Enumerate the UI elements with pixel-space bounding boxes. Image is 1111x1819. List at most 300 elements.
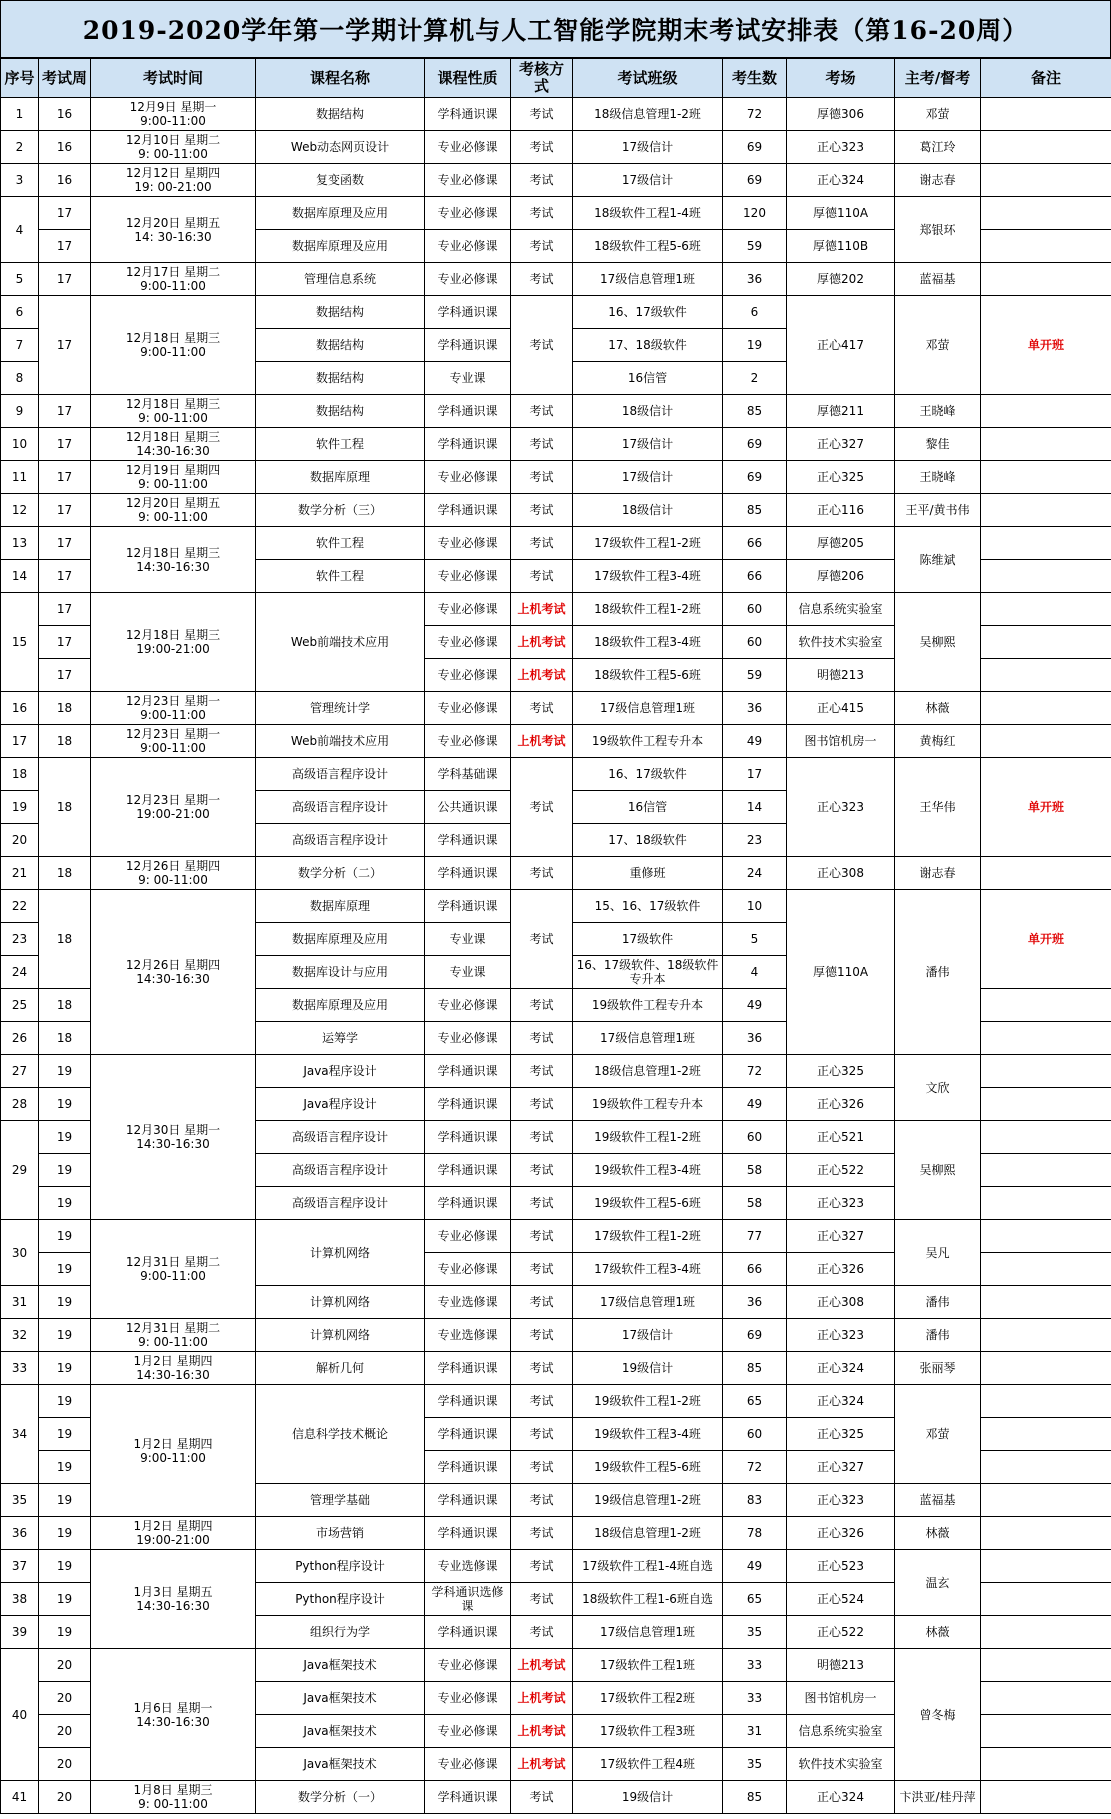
header-course-type: 课程性质 — [425, 59, 511, 98]
cell-text: 12月31日 星期二 — [125, 1255, 221, 1269]
table-cell — [573, 791, 723, 824]
cell-text: 18级信息管理1-2班 — [594, 1526, 701, 1540]
table-cell — [1, 1121, 39, 1220]
table-cell — [1, 1022, 39, 1055]
cell-text: 考试 — [529, 1163, 554, 1177]
cell-text: 学科通识课 — [437, 1625, 498, 1639]
table-cell — [91, 296, 256, 395]
table-cell — [425, 989, 511, 1022]
table-cell — [787, 758, 895, 857]
table-cell — [425, 1583, 511, 1616]
cell-text: 9: 00-11:00 — [138, 1797, 208, 1811]
cell-text: 14:30-16:30 — [136, 1368, 210, 1382]
table-cell — [787, 560, 895, 593]
table-cell — [981, 1154, 1111, 1187]
table-cell — [573, 1418, 723, 1451]
table-cell — [723, 1088, 787, 1121]
cell-text: 考试 — [529, 1559, 554, 1573]
table-cell — [256, 593, 425, 692]
table-cell — [573, 692, 723, 725]
cell-text: 34 — [11, 1427, 28, 1441]
table-cell — [573, 560, 723, 593]
table-cell — [723, 659, 787, 692]
table-cell — [91, 1055, 256, 1220]
table-cell — [573, 1319, 723, 1352]
table-cell — [425, 857, 511, 890]
cell-text: 60 — [746, 1130, 763, 1144]
cell-text: 专业必修课 — [437, 536, 498, 550]
table-cell — [511, 659, 573, 692]
table-cell — [981, 197, 1111, 230]
cell-text: 信息系统实验室 — [798, 602, 883, 616]
cell-text: 17 — [56, 239, 73, 253]
cell-text: 上机考试 — [517, 1658, 566, 1672]
cell-text: 正心308 — [817, 866, 864, 880]
cell-text: 数据库原理及应用 — [291, 206, 388, 220]
table-cell — [573, 1682, 723, 1715]
table-cell — [895, 494, 981, 527]
table-cell — [1, 923, 39, 956]
cell-text: 软件工程 — [315, 437, 364, 451]
cell-text: 17、18级软件 — [608, 338, 687, 352]
cell-text: 59 — [746, 239, 763, 253]
table-cell — [511, 560, 573, 593]
cell-text: 高级语言程序设计 — [291, 800, 388, 814]
cell-text: 17级软件工程2班 — [600, 1691, 695, 1705]
table-cell — [787, 1517, 895, 1550]
table-cell — [91, 131, 256, 164]
table-cell — [895, 857, 981, 890]
cell-text: 考试 — [529, 1295, 554, 1309]
table-cell — [39, 1748, 91, 1781]
cell-text: 正心521 — [817, 1130, 864, 1144]
table-cell — [723, 1550, 787, 1583]
cell-text: 数据库设计与应用 — [291, 965, 388, 979]
cell-text: 潘伟 — [925, 965, 950, 979]
cell-text: 专业选修课 — [437, 1328, 498, 1342]
header-exam-time: 考试时间 — [91, 59, 256, 98]
table-cell — [895, 1121, 981, 1220]
table-cell — [723, 1484, 787, 1517]
table-cell — [1, 857, 39, 890]
cell-text: 9:00-11:00 — [140, 1269, 206, 1283]
cell-text: 考试 — [529, 1097, 554, 1111]
cell-text: 正心415 — [817, 701, 864, 715]
table-cell — [723, 296, 787, 329]
table-cell — [573, 593, 723, 626]
cell-text: 考试 — [529, 1592, 554, 1606]
table-cell — [39, 1121, 91, 1154]
table-cell — [39, 560, 91, 593]
table-cell — [1, 1055, 39, 1088]
cell-text: 学科通识课 — [437, 305, 498, 319]
table-cell — [981, 1088, 1111, 1121]
cell-text: 1月6日 星期一 — [133, 1700, 213, 1715]
cell-text: 19级信计 — [621, 1790, 674, 1804]
cell-text: 9:00-11:00 — [140, 114, 206, 128]
table-cell — [787, 1484, 895, 1517]
cell-text: 林薇 — [925, 701, 950, 715]
table-cell — [787, 428, 895, 461]
cell-text: 学科通识课 — [437, 404, 498, 418]
cell-text: 专业必修课 — [437, 998, 498, 1012]
cell-text: 85 — [746, 404, 763, 418]
cell-text: 12月23日 星期一 — [125, 727, 221, 741]
cell-text: 考试 — [529, 1427, 554, 1441]
table-cell — [1, 263, 39, 296]
cell-text: 18 — [11, 767, 28, 781]
cell-text: 考试 — [529, 470, 554, 484]
table-row — [1, 725, 1111, 758]
table-cell — [787, 1682, 895, 1715]
table-cell — [573, 725, 723, 758]
table-cell — [91, 527, 256, 593]
table-cell — [787, 131, 895, 164]
table-cell — [511, 1286, 573, 1319]
table-cell — [723, 263, 787, 296]
table-cell — [573, 1187, 723, 1220]
table-cell — [91, 1220, 256, 1319]
table-cell — [1, 395, 39, 428]
table-cell — [723, 1022, 787, 1055]
table-cell — [39, 1715, 91, 1748]
table-cell — [981, 1517, 1111, 1550]
cell-text: 19: 00-21:00 — [134, 180, 212, 194]
cell-text: 专业必修课 — [437, 1724, 498, 1738]
cell-text: 22 — [11, 899, 28, 913]
table-cell — [981, 1715, 1111, 1748]
cell-text: 18级信息管理1-2班 — [594, 107, 701, 121]
table-cell — [723, 1781, 787, 1814]
header-assessment-method: 考核方式 — [511, 59, 573, 98]
cell-text: 专业课 — [449, 932, 486, 946]
table-cell — [787, 1715, 895, 1748]
cell-text: 17级信息管理1班 — [600, 1625, 695, 1639]
cell-text: 考试 — [529, 536, 554, 550]
table-cell — [981, 230, 1111, 263]
cell-text: 单开班 — [1027, 932, 1064, 946]
table-cell — [256, 1682, 425, 1715]
table-cell — [511, 1352, 573, 1385]
cell-text: 19:00-21:00 — [136, 807, 210, 821]
table-cell — [256, 1715, 425, 1748]
cell-text: 35 — [11, 1493, 28, 1507]
cell-text: Web前端技术应用 — [290, 635, 390, 649]
table-cell — [723, 1187, 787, 1220]
table-cell — [39, 659, 91, 692]
table-cell — [39, 989, 91, 1022]
table-cell — [511, 1649, 573, 1682]
table-cell — [981, 296, 1111, 395]
table-cell — [787, 395, 895, 428]
cell-text: 28 — [11, 1097, 28, 1111]
cell-text: 黄梅红 — [919, 734, 956, 748]
cell-text: 专业必修课 — [437, 1262, 498, 1276]
cell-text: 19 — [56, 1130, 73, 1144]
table-cell — [723, 1616, 787, 1649]
cell-text: 管理学基础 — [309, 1493, 370, 1507]
table-cell — [256, 98, 425, 131]
cell-text: 正心327 — [817, 1229, 864, 1243]
table-cell — [787, 1187, 895, 1220]
table-cell — [511, 1385, 573, 1418]
table-cell — [1, 494, 39, 527]
table-cell — [895, 263, 981, 296]
cell-text: 专业必修课 — [437, 1031, 498, 1045]
cell-text: 专业必修课 — [437, 1691, 498, 1705]
header-exam-week: 考试周 — [39, 59, 91, 98]
table-cell — [981, 494, 1111, 527]
table-cell — [1, 758, 39, 791]
cell-text: 14:30-16:30 — [136, 1714, 210, 1729]
cell-text: 25 — [11, 998, 28, 1012]
cell-text: 数据库原理 — [309, 899, 370, 913]
cell-text: Java框架技术 — [303, 1724, 377, 1738]
cell-text: 谢志春 — [919, 173, 956, 187]
cell-text: 9:00-11:00 — [140, 279, 206, 293]
header-index: 序号 — [1, 59, 39, 98]
table-cell — [425, 1220, 511, 1253]
cell-text: 数据结构 — [315, 371, 364, 385]
cell-text: 21 — [11, 866, 28, 880]
table-cell — [39, 857, 91, 890]
cell-text: 16 — [56, 107, 73, 121]
cell-text: 软件工程 — [315, 536, 364, 550]
table-cell — [573, 1286, 723, 1319]
header-exam-class: 考试班级 — [573, 59, 723, 98]
cell-text: 17 — [56, 536, 73, 550]
cell-text: 17级信计 — [621, 173, 674, 187]
table-cell — [787, 890, 895, 1055]
table-cell — [573, 1781, 723, 1814]
table-cell — [39, 296, 91, 395]
cell-text: 9: 00-11:00 — [138, 147, 208, 161]
table-cell — [39, 527, 91, 560]
table-cell — [511, 1484, 573, 1517]
table-cell — [895, 1352, 981, 1385]
cell-text: 高级语言程序设计 — [291, 767, 388, 781]
table-cell — [573, 1154, 723, 1187]
table-cell — [981, 1220, 1111, 1253]
cell-text: 12月26日 星期四 — [125, 859, 221, 873]
table-cell — [981, 428, 1111, 461]
cell-text: 学科通识课 — [437, 1163, 498, 1177]
table-cell — [91, 758, 256, 857]
cell-text: 高级语言程序设计 — [291, 1196, 388, 1210]
table-cell — [787, 659, 895, 692]
cell-text: 19 — [11, 800, 28, 814]
cell-text: 6 — [750, 305, 759, 319]
table-cell — [511, 758, 573, 857]
cell-text: 郑银环 — [919, 222, 956, 237]
cell-text: 17 — [56, 338, 73, 352]
table-cell — [39, 1253, 91, 1286]
table-cell — [573, 923, 723, 956]
table-cell — [1, 1385, 39, 1484]
table-cell — [1, 527, 39, 560]
cell-text: 蓝福基 — [919, 272, 956, 286]
cell-text: 19 — [56, 1592, 73, 1606]
cell-text: 学科通识课 — [437, 1361, 498, 1375]
cell-text: 12月12日 星期四 — [125, 166, 221, 180]
table-cell — [91, 857, 256, 890]
table-cell — [1, 1319, 39, 1352]
table-cell — [723, 164, 787, 197]
cell-text: 69 — [746, 173, 763, 187]
cell-text: 专业必修课 — [437, 1757, 498, 1771]
table-cell — [256, 1088, 425, 1121]
table-cell — [425, 197, 511, 230]
table-row — [1, 1319, 1111, 1352]
table-cell — [425, 1352, 511, 1385]
cell-text: 张丽琴 — [919, 1361, 956, 1375]
table-cell — [723, 593, 787, 626]
cell-text: 12月18日 星期三 — [125, 331, 221, 345]
table-cell — [787, 263, 895, 296]
table-cell — [511, 230, 573, 263]
cell-text: 83 — [746, 1493, 763, 1507]
header-remarks: 备注 — [981, 59, 1111, 98]
table-cell — [256, 197, 425, 230]
cell-text: 2 — [750, 371, 759, 385]
cell-text: 17 — [56, 206, 73, 220]
cell-text: 考试 — [529, 701, 554, 715]
table-cell — [425, 890, 511, 923]
table-cell — [91, 1517, 256, 1550]
cell-text: 上机考试 — [517, 635, 566, 649]
table-cell — [573, 1055, 723, 1088]
table-cell — [895, 1319, 981, 1352]
cell-text: 1 — [15, 107, 24, 121]
cell-text: 12月20日 星期五 — [125, 496, 221, 510]
table-cell — [723, 1583, 787, 1616]
table-cell — [511, 1715, 573, 1748]
table-cell — [981, 164, 1111, 197]
table-cell — [511, 527, 573, 560]
cell-text: 19级软件工程专升本 — [591, 734, 704, 748]
table-cell — [895, 461, 981, 494]
table-cell — [511, 692, 573, 725]
table-cell — [39, 1187, 91, 1220]
cell-text: 17级信息管理1班 — [600, 1295, 695, 1309]
table-cell — [511, 1121, 573, 1154]
table-cell — [39, 1385, 91, 1418]
cell-text: Python程序设计 — [295, 1559, 385, 1573]
table-cell — [723, 461, 787, 494]
table-cell — [981, 593, 1111, 626]
cell-text: 20 — [56, 1658, 73, 1672]
cell-text: Java框架技术 — [303, 1658, 377, 1672]
cell-text: 17 — [56, 503, 73, 517]
cell-text: 学科通识课 — [437, 866, 498, 880]
cell-text: 数据库原理 — [309, 470, 370, 484]
table-cell — [723, 131, 787, 164]
table-cell — [787, 98, 895, 131]
cell-text: 正心323 — [817, 1493, 864, 1507]
cell-text: 专业选修课 — [437, 1559, 498, 1573]
cell-text: 120 — [743, 206, 766, 220]
table-cell — [425, 329, 511, 362]
cell-text: 厚德306 — [817, 107, 864, 121]
cell-text: 数据结构 — [315, 107, 364, 121]
cell-text: 5 — [15, 272, 24, 286]
table-cell — [39, 593, 91, 626]
table-cell — [573, 1517, 723, 1550]
table-row — [1, 758, 1111, 791]
table-cell — [425, 1253, 511, 1286]
cell-text: 19:00-21:00 — [136, 642, 210, 656]
table-cell — [425, 560, 511, 593]
table-row — [1, 428, 1111, 461]
table-cell — [787, 197, 895, 230]
cell-text: 14 — [11, 569, 28, 583]
cell-text: 49 — [746, 734, 763, 748]
table-cell — [573, 461, 723, 494]
cell-text: 图书馆机房一 — [804, 1691, 877, 1705]
cell-text: 23 — [746, 833, 763, 847]
table-cell — [723, 1451, 787, 1484]
table-cell — [787, 1781, 895, 1814]
header-row — [1, 59, 1111, 98]
cell-text: 12月18日 星期三 — [125, 628, 221, 642]
cell-text: 37 — [11, 1559, 28, 1573]
table-cell — [895, 1649, 981, 1781]
table-cell — [723, 890, 787, 923]
table-cell — [723, 428, 787, 461]
table-cell — [1, 197, 39, 263]
table-cell — [981, 461, 1111, 494]
table-cell — [256, 1154, 425, 1187]
table-cell — [573, 230, 723, 263]
table-cell — [981, 1253, 1111, 1286]
table-cell — [1, 131, 39, 164]
cell-text: 16 — [56, 140, 73, 154]
table-cell — [511, 461, 573, 494]
cell-text: 18 — [56, 701, 73, 715]
table-cell — [511, 1682, 573, 1715]
cell-text: 59 — [746, 668, 763, 682]
table-cell — [723, 1352, 787, 1385]
table-cell — [256, 1649, 425, 1682]
table-cell — [723, 1649, 787, 1682]
table-cell — [256, 890, 425, 923]
cell-text: Java程序设计 — [303, 1097, 377, 1111]
table-cell — [981, 758, 1111, 857]
cell-text: 17级信息管理1班 — [600, 272, 695, 286]
table-cell — [895, 197, 981, 263]
cell-text: 69 — [746, 437, 763, 451]
table-cell — [723, 329, 787, 362]
cell-text: 陈维斌 — [919, 552, 956, 567]
table-row — [1, 890, 1111, 923]
cell-text: 专业必修课 — [437, 734, 498, 748]
cell-text: Java程序设计 — [303, 1064, 377, 1078]
cell-text: 14:30-16:30 — [136, 444, 210, 458]
cell-text: 上机考试 — [517, 1724, 566, 1738]
table-cell — [425, 692, 511, 725]
cell-text: 明德213 — [817, 1658, 864, 1672]
table-cell — [91, 593, 256, 692]
cell-text: 正心323 — [817, 800, 864, 814]
cell-text: 温玄 — [925, 1575, 950, 1590]
table-cell — [425, 1682, 511, 1715]
table-cell — [895, 1616, 981, 1649]
table-cell — [256, 956, 425, 989]
table-cell — [425, 1451, 511, 1484]
header-student-count: 考生数 — [723, 59, 787, 98]
table-cell — [256, 395, 425, 428]
table-cell — [511, 1616, 573, 1649]
